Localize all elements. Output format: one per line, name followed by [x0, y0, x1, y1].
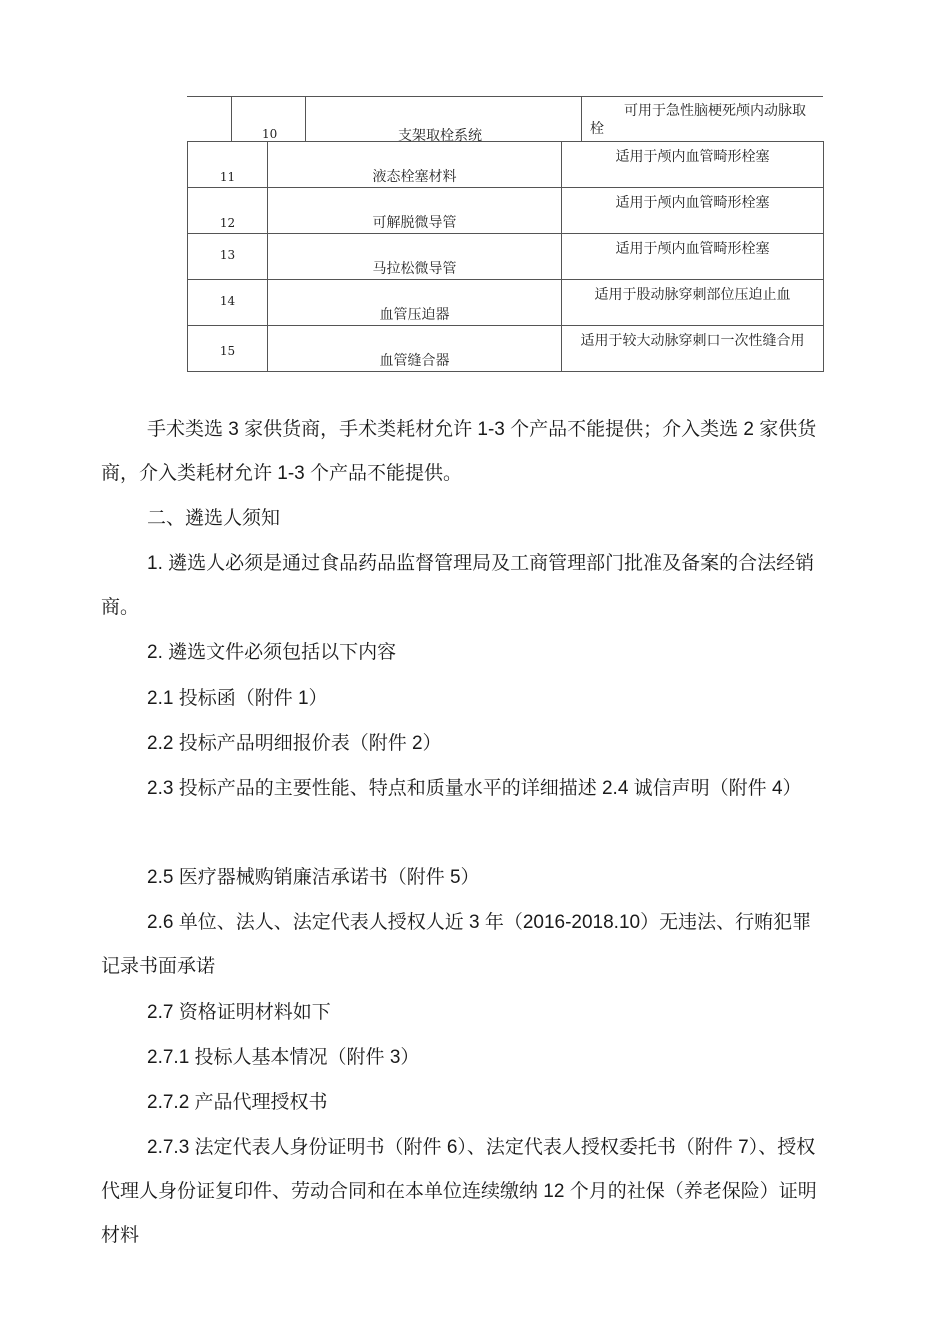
- document-item-2-6: 2.6 单位、法人、法定代表人授权人近 3 年（2016-2018.10）无违法、行贿犯罪记录书面承诺: [101, 912, 812, 977]
- table-row-10: [187, 96, 823, 142]
- table-cell-description: [562, 234, 824, 280]
- product-description: 适用于颅内血管畸形栓塞: [615, 241, 770, 257]
- table-cell-product-name: [268, 188, 562, 234]
- document-item-2-1: 2.1 投标函（附件 1）: [147, 688, 328, 709]
- document-item-2-7-1: 2.7.1 投标人基本情况（附件 3）: [147, 1047, 420, 1068]
- selection-rule-paragraph: 手术类选 3 家供货商，手术类耗材允许 1-3 个产品不能提供；介入类选 2 家供货商，介入类耗材允许 1-3 个产品不能提供。: [101, 419, 817, 484]
- table-cell-description: [562, 142, 824, 188]
- product-description: 适用于股动脉穿刺部位压迫止血: [594, 287, 791, 303]
- table-row: [188, 326, 824, 372]
- table-row: [188, 142, 824, 188]
- table-cell-description: [582, 96, 823, 142]
- requirement-item-2: 2. 遴选文件必须包括以下内容: [147, 642, 397, 663]
- table-row: [188, 234, 824, 280]
- product-name: 血管缝合器: [379, 353, 450, 369]
- table-row: [188, 188, 824, 234]
- table-cell-description: [562, 188, 824, 234]
- row-number: 15: [219, 344, 236, 358]
- table-cell-product-name: [268, 142, 562, 188]
- product-name: 支架取栓系统: [398, 128, 482, 144]
- product-name: 可解脱微导管: [372, 215, 457, 231]
- document-item-2-7: 2.7 资格证明材料如下: [147, 1002, 331, 1023]
- row-number: 10: [262, 127, 278, 141]
- table-cell-number: [188, 142, 268, 188]
- document-item-2-3: 2.3 投标产品的主要性能、特点和质量水平的详细描述 2.4 诚信声明（附件 4）: [147, 778, 802, 799]
- document-item-2-7-3: 2.7.3 法定代表人身份证明书（附件 6）、法定代表人授权委托书（附件 7）、授权代理人身份证复印件、劳动合同和在本单位连续缴纳 12 个月的社保（养老保险）证明材料: [101, 1137, 817, 1246]
- table-cell-number: [188, 326, 268, 372]
- product-table: [187, 141, 824, 372]
- row-number: 13: [219, 248, 236, 262]
- document-item-2-5: 2.5 医疗器械购销廉洁承诺书（附件 5）: [147, 867, 480, 888]
- row-number: 11: [219, 170, 236, 184]
- document-item-2-2: 2.2 投标产品明细报价表（附件 2）: [147, 733, 442, 754]
- row-number: 14: [219, 294, 236, 308]
- product-name: 液态栓塞材料: [372, 169, 457, 185]
- product-description: 适用于颅内血管畸形栓塞: [615, 149, 770, 165]
- table-cell-number: [188, 234, 268, 280]
- section-heading: 二、遴选人须知: [147, 508, 281, 529]
- table-cell-description: [562, 280, 824, 326]
- table-cell-product-name: [306, 96, 582, 142]
- product-name: 马拉松微导管: [372, 261, 457, 277]
- table-cell-number: [188, 280, 268, 326]
- product-description: 适用于颅内血管畸形栓塞: [615, 195, 770, 211]
- requirement-item-1: 1. 遴选人必须是通过食品药品监督管理局及工商管理部门批准及备案的合法经销商。: [101, 553, 815, 618]
- table-row: [188, 280, 824, 326]
- table-cell-number: [232, 96, 306, 142]
- document-item-2-7-2: 2.7.2 产品代理授权书: [147, 1092, 328, 1113]
- table-cell-product-name: [268, 234, 562, 280]
- table-cell-blank: [187, 96, 232, 142]
- table-cell-description: [562, 326, 824, 372]
- product-description: 适用于较大动脉穿刺口一次性缝合用: [580, 333, 805, 349]
- row-number: 12: [219, 216, 236, 230]
- product-name: 血管压迫器: [379, 307, 450, 323]
- table-cell-product-name: [268, 280, 562, 326]
- table-cell-number: [188, 188, 268, 234]
- product-description: 可用于急性脑梗死颅内动脉取栓: [590, 103, 806, 137]
- table-cell-product-name: [268, 326, 562, 372]
